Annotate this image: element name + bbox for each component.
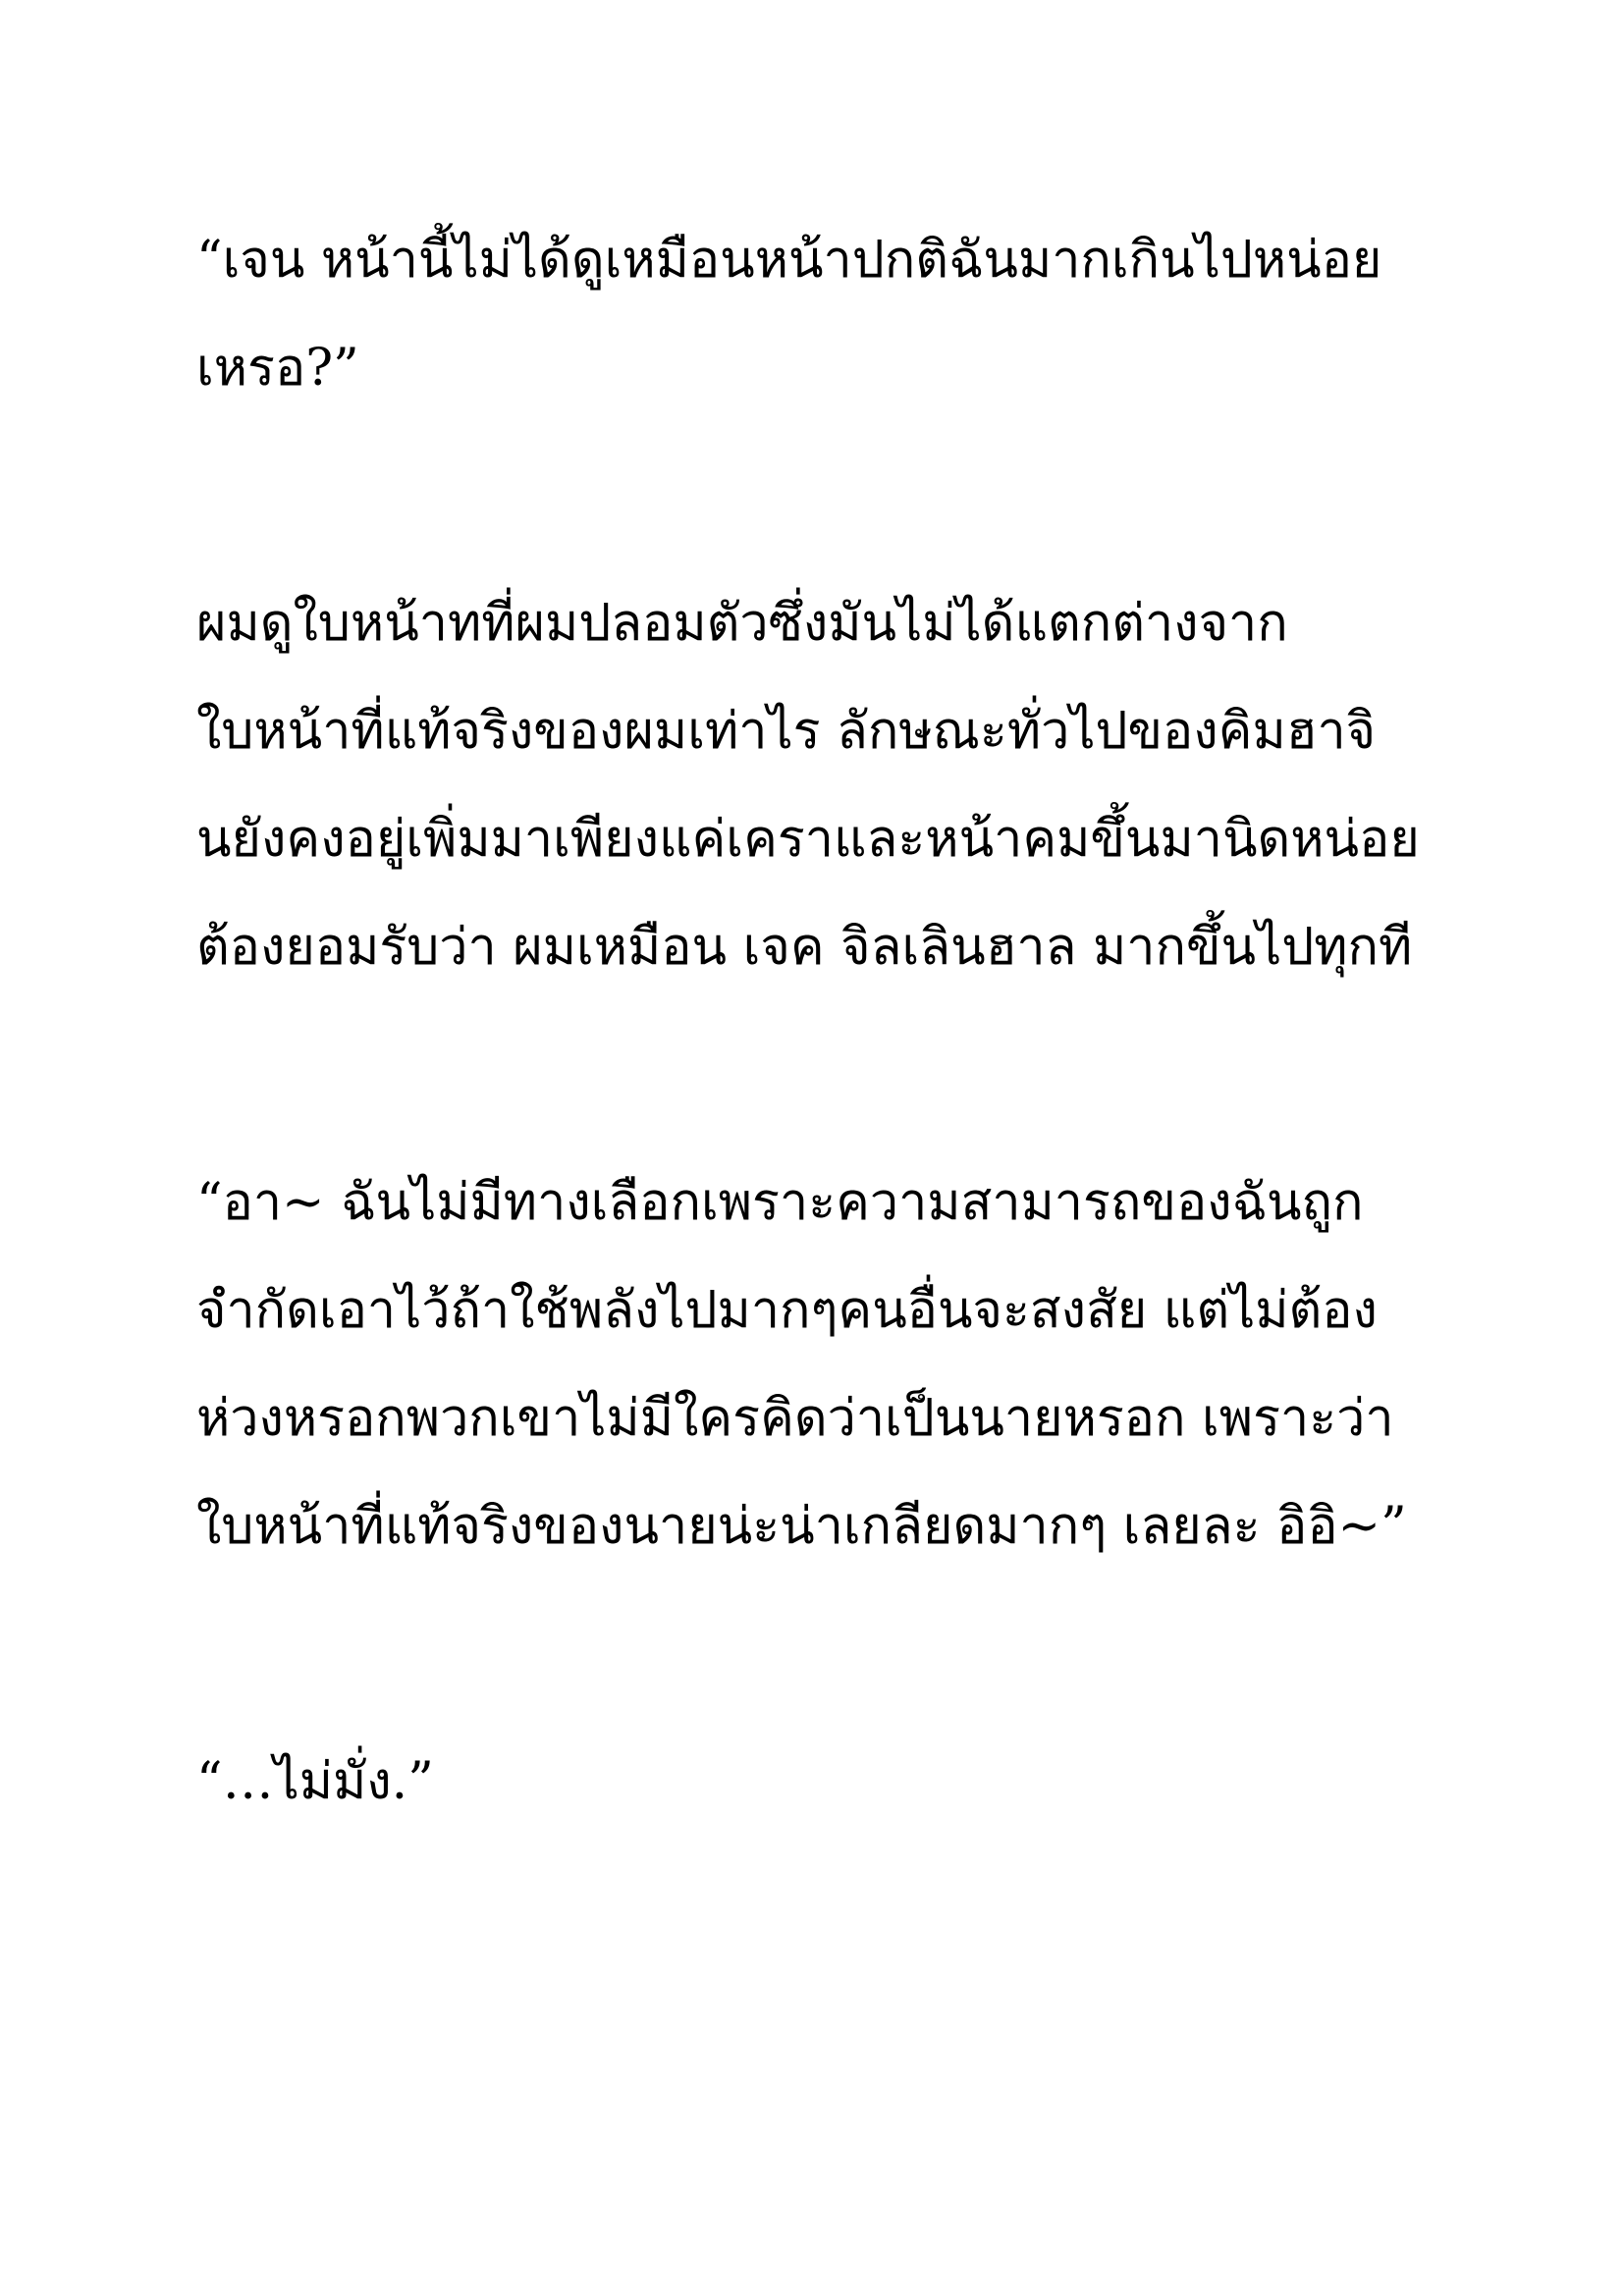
- text-line: ผมดูใบหน้าทที่ผมปลอมตัวซึ่งมันไม่ได้แตกต่างจาก: [196, 594, 1288, 653]
- paragraph-spacer: [196, 1580, 1463, 1728]
- text-line: “…ไม่มั่ง.”: [196, 1752, 434, 1811]
- paragraph-3: [196, 1148, 1463, 1580]
- text-line: เหรอ?”: [196, 339, 359, 398]
- text-line: “เจน หน้านี้ไม่ได้ดูเหมือนหน้าปกติฉันมากเกินไปหน่อย: [196, 231, 1382, 290]
- paragraph-4: [196, 1728, 1463, 1836]
- text-line: ห่วงหรอกพวกเขาไม่มีใครคิดว่าเป็นนายหรอก เพราะว่า: [196, 1389, 1394, 1448]
- paragraph-spacer: [196, 1001, 1463, 1148]
- text-line: ต้องยอมรับว่า ผมเหมือน เจค จิลเลินฮาล มากขึ้นไปทุกที: [196, 918, 1413, 977]
- text-line: นยังคงอยู่เพิ่มมาเพียงแค่เคราและหน้าคมขึ้นมานิดหน่อย: [196, 810, 1420, 869]
- paragraph-spacer: [196, 422, 1463, 569]
- text-line: จำกัดเอาไว้ถ้าใช้พลังไปมากๆคนอื่นจะสงสัย แต่ไม่ต้อง: [196, 1281, 1378, 1340]
- paragraph-2: [196, 569, 1463, 1001]
- paragraph-1: [196, 206, 1463, 422]
- text-line: “อา~ ฉันไม่มีทางเลือกเพราะความสามารถของฉันถูก: [196, 1173, 1364, 1232]
- text-line: ใบหน้าที่แท้จริงของผมเท่าไร ลักษณะทั่วไปของคิมฮาจิ: [196, 702, 1377, 761]
- page-body: [196, 206, 1463, 1836]
- text-line: ใบหน้าที่แท้จริงของนายน่ะน่าเกลียดมากๆ เลยละ อิอิ~”: [196, 1497, 1407, 1556]
